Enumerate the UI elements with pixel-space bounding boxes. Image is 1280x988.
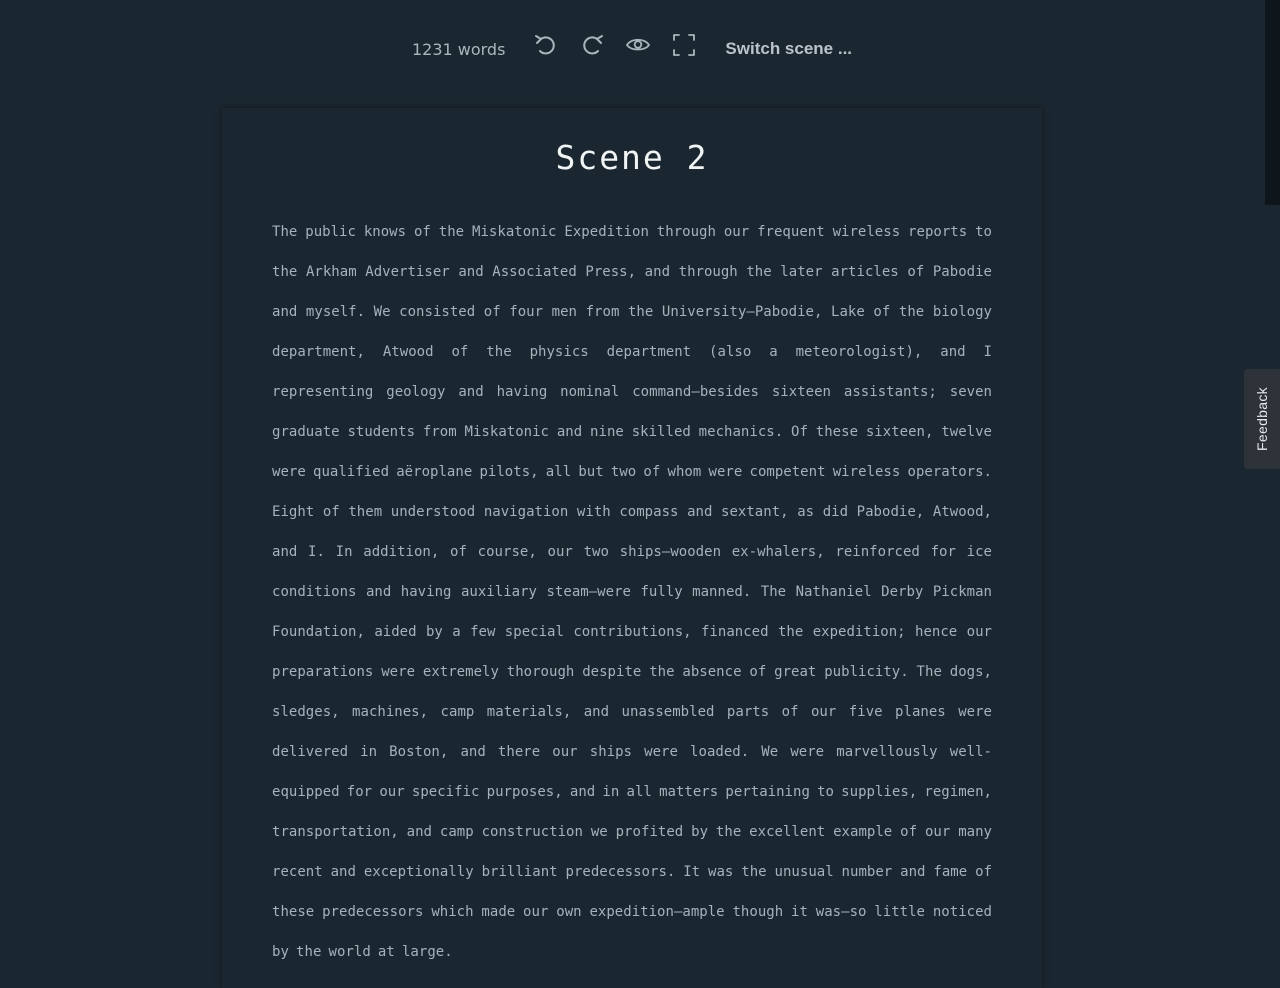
scene-text-area[interactable]: The public knows of the Miskatonic Expedition through our frequent wireless reports to the Arkham Advertiser and Associated Press, and through the later articles of Pabodie and myself. We consisted of four men from the University—Pabodie, Lake of the biology department, Atwood of the physics department (also a meteorologist), and I representing geology and having nominal command—besides sixteen assistants; seven graduate students from Miskatonic and nine skilled mechanics. Of these sixteen, twelve were qualified aëroplane pilots, all but two of whom were competent wireless operators. Eight of them understood navigation with compass and sextant, as did Pabodie, Atwood, and I. In addition, of course, our two ships—wooden ex-whalers, reinforced for ice conditions and having auxiliary steam—were fully manned. The Nathaniel Derby Pickman Foundation, aided by a few special contributions, financed the expedition; hence our preparations were extremely thorough despite the absence of great publicity. The dogs, sledges, machines, camp materials, and unassembled parts of our five planes were delivered in Boston, and there our ships were loaded. We were marvellously well-equipped for our specific purposes, and in all matters pertaining to supplies, regimen, transportation, and camp construction we profited by the excellent example of our many recent and exceptionally brilliant predecessors. It was the unusual number and fame of these predecessors which made our own expedition—ample though it was—so little noticed by the world at large. (272, 224, 992, 960)
feedback-label: Feedback (1254, 387, 1271, 451)
fullscreen-icon[interactable] (670, 31, 698, 59)
switch-scene-button[interactable]: Switch scene ... (725, 39, 853, 58)
editor-toolbar (0, 28, 1264, 68)
word-count: 1231 words (411, 39, 506, 59)
eye-icon[interactable] (624, 31, 652, 59)
undo-icon[interactable] (532, 31, 560, 59)
scene-title[interactable]: Scene 2 (555, 138, 709, 177)
redo-icon[interactable] (578, 31, 606, 59)
scrollbar-thumb[interactable] (1265, 0, 1280, 205)
feedback-button[interactable] (1244, 369, 1280, 469)
scene-editor (222, 108, 1042, 988)
